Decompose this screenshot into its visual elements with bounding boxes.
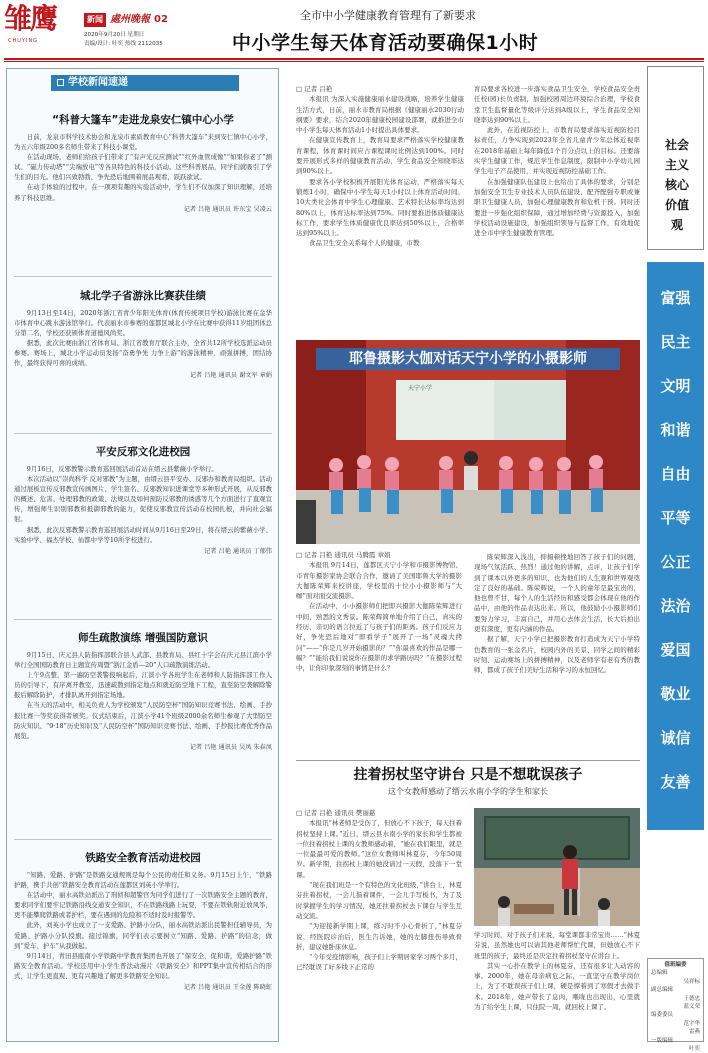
value-item: 敬业	[660, 685, 691, 703]
lead-story-col1	[296, 84, 464, 249]
article-byline: □ 记者 吕艳	[296, 85, 333, 93]
page-number: 02	[154, 13, 168, 25]
masthead-pinyin: CHUYING	[8, 38, 39, 44]
article-paragraph: “现在我们班是一个有特色的文化班级，”讲台上，林夏芬拄着拐杖，一会儿指着课件，一会儿手写板书，为了及时掌握学生的学习情况，她还拄着拐杖去下课台与学生互动交流。	[296, 881, 462, 920]
article-paragraph: “为迎接新学期上课，练习时不小心骨折了，”林夏芬说，经医院诊治后，医生告诉她，她的左脚扭伤导致骨折，建议她卧床休息。	[296, 922, 462, 951]
article-byline: 记者 吕艳 通讯员 吴凤 朱春凤	[189, 743, 272, 751]
article-title: “科普大篷车”走进龙泉安仁镇中心小学	[52, 114, 234, 126]
staff-line: 蓝义荣	[683, 1004, 700, 1011]
article-paragraph: 在活动中，丽水高铁站派出了刑侦和超警官为同学们进行了一次铁路安全主题的教育，要求同学们要牢记铁路沿线交通安全知识，不在铁路线路上玩耍，不要在铁轨附近放风筝，更不能攀爬铁路或者护栏，要在遇到的危险和不适时及时报警等。	[14, 891, 272, 920]
value-item: 友善	[660, 773, 691, 791]
right-sidebar	[647, 66, 704, 1053]
article-paragraph: 9月14日，青田县瓯南小学铁路中学教育集团也开展了“保安全，促和谐，爱路护路”铁路安全教育活动。学校还用中小学生普法动漫片《铁路安全》和PPT集中宣传相结合的形式，让学生更直观、更有兴趣地了解更多铁路安全知识。	[14, 951, 272, 980]
article-paragraph: 在活动现场，老师们给孩子们带来了“有声光反应测试”“红外血管成像”“如果你老了”测试、“磁力传动塔”“尖端放电”等各具特色的科技小活动。这些科普展品，同学们就吸引了学生们的目光。他们兴致勃勃、争先恐后地围着展品观看，跃跃欲试。	[14, 153, 272, 182]
article-paragraph: 在当天的活动中，相关负责人为学校颁发“人民防空杯”国防知识竞赛书法、绘画、手抄报比赛一等奖获得者颁奖。仪式结束后，江滨小学41个班级2000余名师生参观了大型防空防灾知识、“9·18”历史知识及“人民防空杯”国防知识竞赛书法、绘画、手抄报比赛优秀作品展览。	[14, 701, 272, 740]
staff-box	[647, 958, 704, 1053]
article-paragraph: 陈荣辉深入浅出，抑揚顿挫地回答了孩子们的问题，现场气氛活跃、热烈！通过他的讲解，点评，让孩子们学到了课本以外更多的知识，也为他们的人生观和世界观奠定了良好的基础。陈荣辉说，一个人的童年是最宝贵的，他也曾不甘，每个人的生活经历和感受都会体现在他的作品中，由他的作品表达出来。所以，他鼓励小小摄影师们要努力学习，丰富自己，并用心去体会生活，长大后拍出更有深度，更有内涵的作品。	[474, 553, 640, 634]
byline-text: 记者 吕艳 通讯员 樊丽慈	[304, 809, 376, 817]
article-byline: 记者 吕艳 通讯员 丁郁伟	[204, 547, 272, 555]
article-paragraph: 食品卫生安全关系每个人的健康，市教	[309, 239, 420, 248]
lead-story-col2	[474, 84, 640, 238]
article-paragraph: 其实一心扑在教学上的林夏芬，还有很多让人动容的事。2000年，她在母亲病危之际，一直坚守在教学岗位上，为了不耽误孩子们上课，硬是撑着到了寒假才去做手术。2018年，她声带长了息肉，喉咙也出现出，心里就为了给学生上课，只住院一周，就回校上课了。	[474, 961, 640, 1012]
value-item: 诚信	[660, 729, 691, 747]
article-paragraph: 学习时间，对于孩子们来说，每堂课都非常宝贵……”林夏芬说，虽然她也可以请其他老师帮忙代课，但她放心不下班里的孩子，最终还是决定拄着拐杖坚守在讲台上。	[474, 931, 640, 960]
divider	[14, 276, 272, 277]
feature2-col2	[474, 930, 640, 1012]
section-title: 学校新闻速递	[68, 77, 128, 88]
core-values-title: 社会主义核心价值观	[664, 138, 689, 232]
staff-line: 总编辑	[651, 970, 668, 977]
news-article	[14, 851, 272, 993]
divider	[14, 839, 272, 840]
news-article	[14, 631, 272, 753]
paper-name: 處州晚報	[110, 13, 150, 25]
article-byline: 记者 吕艳 通讯员 谢文军 章娟	[189, 371, 272, 379]
article-paragraph: 育局要求各校进一步落实食品卫生安全，学校食品安全责任校(园)长负责制，加强校园周边环境综合治理，学校食堂卫生监督量化等级评分达到A级以上，学生食品安全知晓率达到90%以上。	[474, 85, 640, 124]
square-icon	[57, 79, 64, 86]
article-paragraph: 此外，在近视防控上，市教育局要求落实近视防控目标责任，力争实现到2023年全省儿童青少年总体近视率在2018年基础上每年降低1个百分点以上的目标。还要落实学生健康工作，规范学生作息制度，限制中小学幼儿园学生电子产品使用，并实现近视防控基础工作。	[474, 126, 640, 176]
news-article	[14, 445, 272, 557]
feature-photo	[296, 340, 640, 544]
page-headline: 中小学生每天体育活动要确保1小时	[232, 32, 539, 54]
article-title: 城北学子省游泳比赛获佳绩	[80, 290, 206, 302]
divider	[296, 760, 640, 761]
classroom-photo-icon	[296, 340, 640, 544]
divider	[4, 58, 704, 60]
article-paragraph: 在动手体验的过程中，在一项项有趣的实验活动中，学生们不仅加深了知识理解，还培养了科技思维。	[14, 183, 272, 202]
value-item: 自由	[660, 465, 691, 483]
headline-kicker: 全市中小学健康教育管理有了新要求	[300, 9, 476, 22]
staff-line: 雷燕	[688, 1029, 700, 1036]
article-paragraph: 本报讯 为深入实施健康丽水建设战略，培养学生健康生活方式，日前，丽水市教育局根据《健康丽水2030行动纲要》要求，结合2020年健康校园建设部署，就推进全市中小学生每天体育活动1小时提出具体要求。	[296, 95, 464, 135]
article-paragraph: 在健康宣传教育上，教育局要求严格落实学校健康教育课程，体育课时间应占课程课时比例达到100%。同时要开展形式多样的健康教育活动，学生食品安全知晓率达到90%以上。	[296, 136, 464, 176]
article-title: 铁路安全教育活动进校园	[85, 852, 201, 864]
feature2-subtitle: 这个女教师感动了缙云水南小学的学生和家长	[388, 787, 548, 796]
news-article	[14, 289, 272, 381]
news-article	[14, 113, 272, 215]
article-byline: 记者 吕艳 通讯员 王金莲 陈晓虹	[183, 984, 272, 992]
teacher-photo	[474, 808, 640, 926]
article-paragraph: 日前，龙泉市科学技术协会和龙泉市素质教育中心“科普大篷车”来到安仁镇中心小学，为五六年级200多名师生带来了科技小课堂。	[14, 133, 272, 152]
staff-line: 副总编辑	[651, 987, 674, 994]
article-paragraph: 上午9点整，第一遍防空袭警报响起后，江滨小学各班学生在老师和人防指挥部工作人员的引导下，有序离开教室，迅速疏散到指定地点和就近防空地下工程，直至防空袭解除警报后解除防护，才排队离开到指定场地。	[14, 671, 272, 700]
article-paragraph: 9月13日至14日，2020年浙江省青少年阳光体育(体育传统项目学校)游泳比赛在金华市体育中心跳水游泳馆举行。代表丽水市参赛的莲都区城北小学在比赛中获得11岁组团体总分第二名，学校还获颁体育道德风尚奖。	[14, 309, 272, 338]
article-paragraph: 据悉，此次比赛由浙江省体育局、浙江省教育厅联合主办，全省共12所学校选派运动员参赛。赛场上，城北小学运动员发扬“奋勇争先 力争上游”的游泳精神，顽强拼搏，团结协作，最终获得可喜的成绩。	[14, 339, 272, 368]
core-values-list	[647, 262, 704, 830]
staff-line: 王德忠	[683, 995, 700, 1002]
article-byline: □ 记者 吕艳 通讯员 马腾霞 章娟	[296, 551, 391, 559]
byline-text: 记者 吕艳 通讯员 马腾霞 章娟	[304, 551, 391, 559]
article-paragraph: 在活动中，小小摄影师们把即兴摄影大伽陈荣辉进行中间，熟悉的文秀景。陈荣辉简单地介绍了自己，真实的经历、亲切的语言拉近了与孩子们的距离。孩子们反应力好，争先恐后地对“即看学子”展开了一场“灵魂大拷问”——“你是几岁开始摄影的？”“你最喜欢的作品是哪一幅？”“能给我们说说你在摄影的求学路历吗？”在摄影过程中，让你印象深刻的事情是什么？	[296, 602, 462, 673]
article-byline: □ 记者 吕艳 通讯员 樊丽慈	[296, 809, 376, 817]
divider	[4, 61, 704, 62]
article-paragraph: 本次活动以“崇尚科学 反对邪教”为主题，由缙云县平安办、反邪办和教育局组织。活动通过展板宣传反邪教宣传画图片、学生签名、反邪教知识进课堂等多种形式开展，从反邪教的概述、危害、处理邪教的政策、法规以及如何预防反邪教的诱惑等几个方面进行了直观宣传，增强师生识别邪教和抵御邪教的能力，促使反邪教宣传活动在校园扎根，并向社会辐射。	[14, 475, 272, 524]
staff-line: 吴祥标	[683, 978, 700, 985]
staff-line: 值班编委	[664, 962, 687, 968]
article-paragraph: “今年受疫情影响，孩子们上学期居家学习两个多月，已经耽误了好多线下正常的	[296, 953, 462, 972]
value-item: 爱国	[660, 641, 691, 659]
article-paragraph: 要求各小学校积极开展阳光体育运动，严格落实每天锻炼1小时，确保中小学生每天1小时以上体育活动时间。10大类社会体育中学生心理健康、艺术特长达标率均达到80%以上，体育达标率达到75%。同时要推进体质健康达标工作，要求学生体质健康优良率达到50%以上，合格率达到95%以上。	[296, 177, 464, 238]
article-paragraph: 在加强健康队伍建设上也给出了具体的要求，分别是加强安全卫生专业技术人员队伍建设，配齐配强专职或兼职卫生健康人员，加强心理健康教育和危机干预。同时还要进一步强化组织保障，通过增加经费与资源投入，加强学校活动设施建设，加强组织领导与监督工作，有效地促进全市中学生健康教育管理。	[474, 177, 640, 238]
feature2-col1	[296, 808, 462, 973]
article-title: 师生疏散演练 增强国防意识	[78, 632, 208, 644]
value-item: 民主	[660, 333, 691, 351]
value-item: 文明	[660, 377, 691, 395]
school-news-column	[6, 68, 279, 1042]
staff-line: 范宇华	[683, 1020, 700, 1027]
article-paragraph: “知路、爱路、护路”是铁路交通规则是每个公民的责任和义务。9月15日上午，“铁路护路，携手共创”铁路安全教育活动在莲都区刘英小学举行。	[14, 871, 272, 890]
value-item: 公正	[660, 553, 691, 571]
divider	[14, 619, 272, 620]
masthead-logo: 雏鹰	[4, 2, 57, 35]
section-header	[51, 75, 239, 91]
value-item: 和谐	[660, 421, 691, 439]
article-byline: 记者 吕艳 通讯员 许东宝 吴凌云	[183, 205, 272, 213]
divider	[14, 433, 272, 434]
date-line: 2020年9月20日 星期日	[84, 32, 145, 38]
photo-banner-text: 天宁小学	[408, 385, 433, 392]
article-paragraph: 此外，刘英小学也成立了一支爱路、护路小分队，丽水高铁站派出民警担任辅导员，为爱路、护路小分队授旗。接过锦旗，同学们表示要树立“知路、爱路、护路”的信念，做到“爱车、护车”从我做起。	[14, 921, 272, 950]
staff-line: 编委委员	[651, 1012, 674, 1019]
article-title: 平安反邪文化进校园	[95, 446, 191, 458]
value-item: 平等	[660, 509, 691, 527]
value-item: 法治	[660, 597, 691, 615]
section-tag: 新闻	[84, 13, 106, 27]
section-banner	[84, 12, 168, 28]
article-paragraph: 据悉，此次反邪教警示教育巡回展活动时间从9月16日至29日，将在缙云的紫薇小学、实验中学、福杰学校、仙都中学等10所学校进行。	[14, 525, 272, 544]
staff-line: 一版编辑	[651, 1037, 674, 1044]
byline-text: 记者 吕艳	[304, 85, 333, 93]
feature1-col1	[296, 550, 462, 674]
article-paragraph: 9月15日，庆元县人防指挥部联合县人武部、县教育局、县红十字会在庆元县江滨小学举行全国国防教育日主题宣传周暨“浙江金盾—20”人口疏散演练活动。	[14, 651, 272, 670]
article-paragraph: 9月16日，反邪教警示教育巡回展活动首站在缙云县紫薇小学举行。	[26, 465, 218, 473]
teacher-photo-icon	[474, 808, 640, 926]
article-paragraph: 本报讯 9月14日，莲都区天宁小学和市摄影博物馆、市青年摄影家协会联合合作，邀请了美国耶鲁大学的摄影大伽陈荣辉来校讲座，学校里的十位小小摄影师与“大咖”面对面交流摄影。	[296, 561, 462, 601]
article-paragraph: 本报讯“林老师是受伤了，但放心不下孩子，每天拄着拐杖坚持上课。”近日，缙云县水南小学的家长和学生都被一位拄着拐杖上课的女教师感动着，“她在我们眼里，就是一位最最可爱的教师。”这位女教师叫林夏芬，今年50周岁。新学期，拄拐杖上课的她没请过一天假，没落下一堂课。	[296, 819, 462, 879]
value-item: 富强	[660, 289, 691, 307]
article-paragraph: 据了解，天宁小学已把摄影教育打造成为天宁小学特色教育的一张金名片，校园内外的美景、同学之间的精彩时刻、运动赛场上的拼搏精神，以及老师学有老有秀的教师，都成了孩子们美好生活和学习的永恒回忆。	[474, 635, 640, 675]
feature1-col2	[474, 552, 640, 676]
core-values-box	[647, 66, 704, 250]
staff-line: 叶奕	[688, 1046, 700, 1053]
editor-line: 责编/设计: 叶奕 热线 2112035	[84, 41, 163, 47]
feature-title: 耶鲁摄影大伽对话天宁小学的小摄影师	[316, 348, 620, 370]
feature2-title: 拄着拐杖坚守讲台 只是不想耽误孩子	[353, 767, 583, 783]
